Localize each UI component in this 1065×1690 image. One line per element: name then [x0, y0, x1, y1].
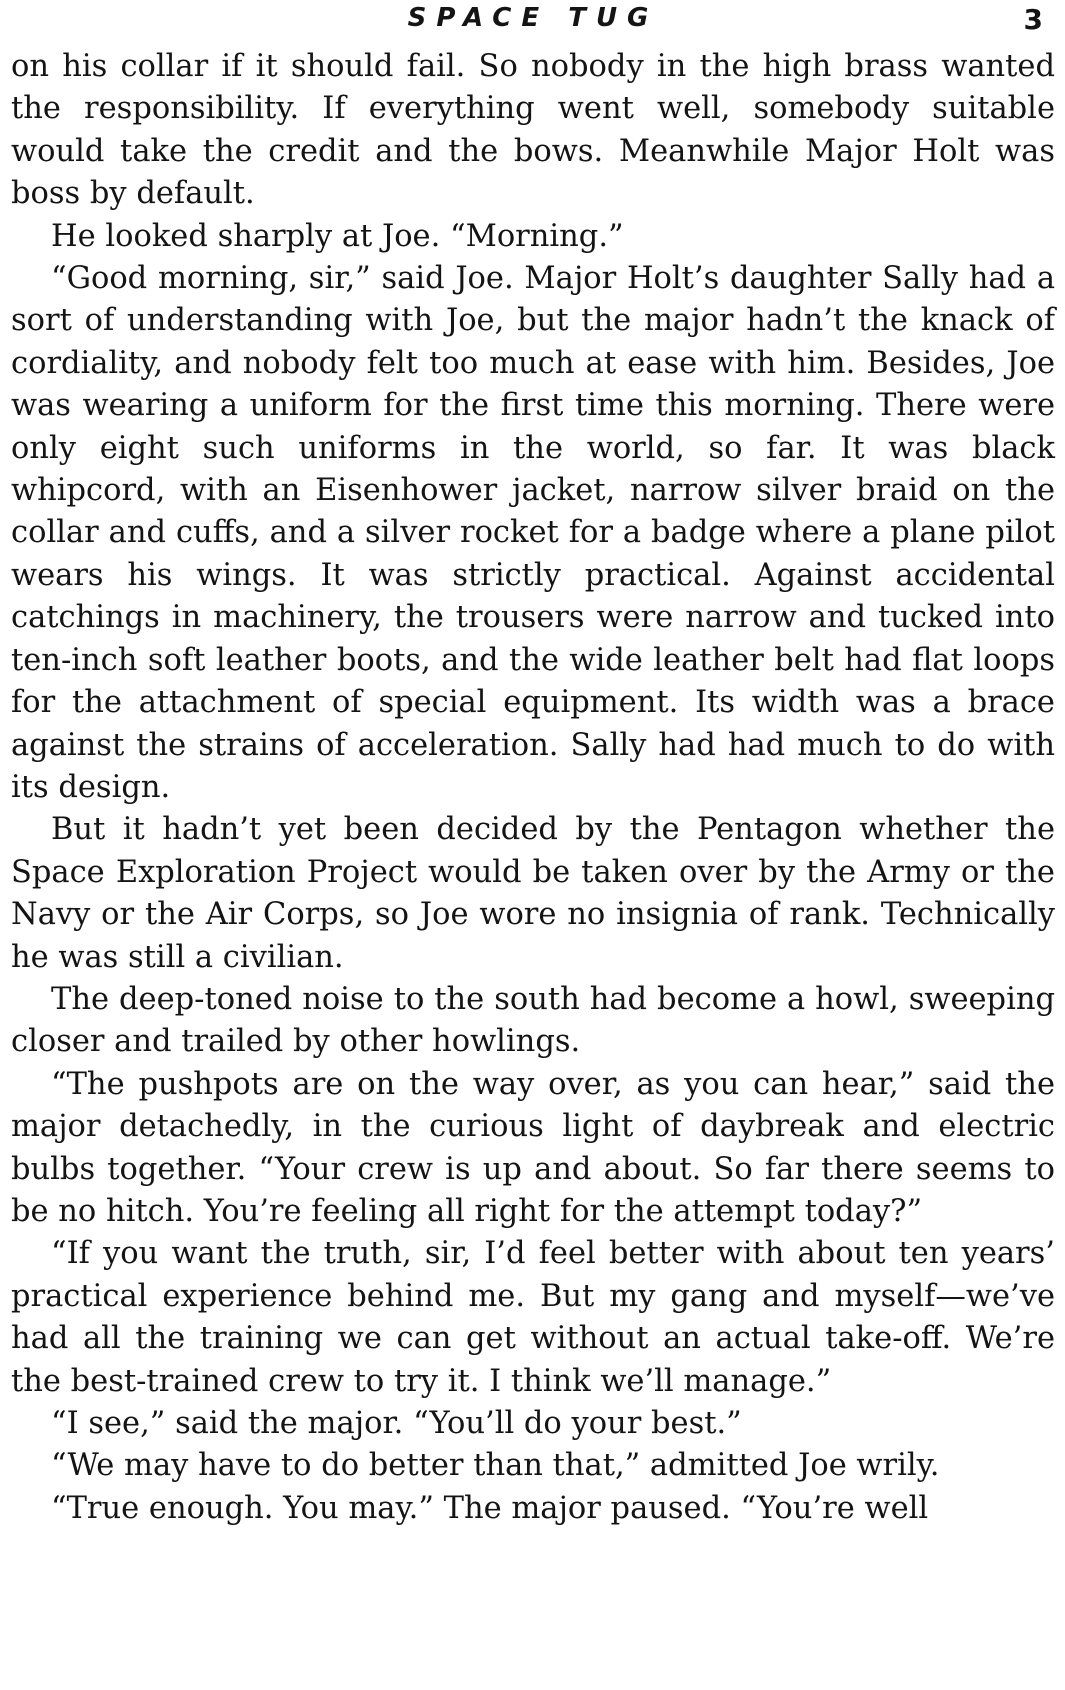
- paragraph: The deep-toned noise to the south had become a howl, sweeping closer and trailed by other howlings.: [11, 981, 1055, 1060]
- paragraph-continued: on his collar if it should fail. So nobody in the high brass wanted the responsibility. If everything went well, somebody suitable would take the credit and the bows. Meanwhile Major Holt was boss by default.: [11, 49, 1055, 212]
- page-number: 3: [1023, 3, 1043, 36]
- paragraph: “If you want the truth, sir, I’d feel better with about ten years’ practical experience behind me. But my gang and myself—we’ve had all the training we can get without an actual take-off. We’re the best-trained crew to try it. I think we’ll manage.”: [11, 1236, 1055, 1399]
- paragraph: He looked sharply at Joe. “Morning.”: [51, 218, 624, 254]
- paragraph: “Good morning, sir,” said Joe. Major Holt’s daughter Sally had a sort of understanding with Joe, but the major hadn’t the knack of cordiality, and nobody felt too much at ease with him. Besides, Joe was wearing a uniform for the first time this morning. There were only eight such uniforms in the world, so far. It was black whipcord, with an Eisenhower jacket, narrow silver braid on the collar and cuffs, and a silver rocket for a badge where a plane pilot wears his wings. It was strictly practical. Against accidental catchings in machinery, the trousers were narrow and tucked into ten-inch soft leather boots, and the wide leather belt had flat loops for the attachment of special equipment. Its width was a brace against the strains of acceleration. Sally had had much to do with its design.: [11, 261, 1055, 805]
- paragraph: “The pushpots are on the way over, as you can hear,” said the major detachedly, in the curious light of daybreak and electric bulbs together. “Your crew is up and about. So far there seems to be no hitch. You’re feeling all right for the attempt today?”: [11, 1066, 1055, 1229]
- paragraph: But it hadn’t yet been decided by the Pentagon whether the Space Exploration Project would be taken over by the Army or the Navy or the Air Corps, so Joe wore no insignia of rank. Technically he was still a civilian.: [11, 812, 1055, 975]
- running-title: SPACE TUG: [407, 3, 659, 33]
- paragraph: “I see,” said the major. “You’ll do your best.”: [51, 1406, 742, 1441]
- body-text: [11, 46, 1055, 1530]
- paragraph: “We may have to do better than that,” admitted Joe wrily.: [51, 1448, 940, 1484]
- running-header: [11, 0, 1055, 46]
- paragraph: “True enough. You may.” The major paused. “You’re well: [51, 1490, 929, 1526]
